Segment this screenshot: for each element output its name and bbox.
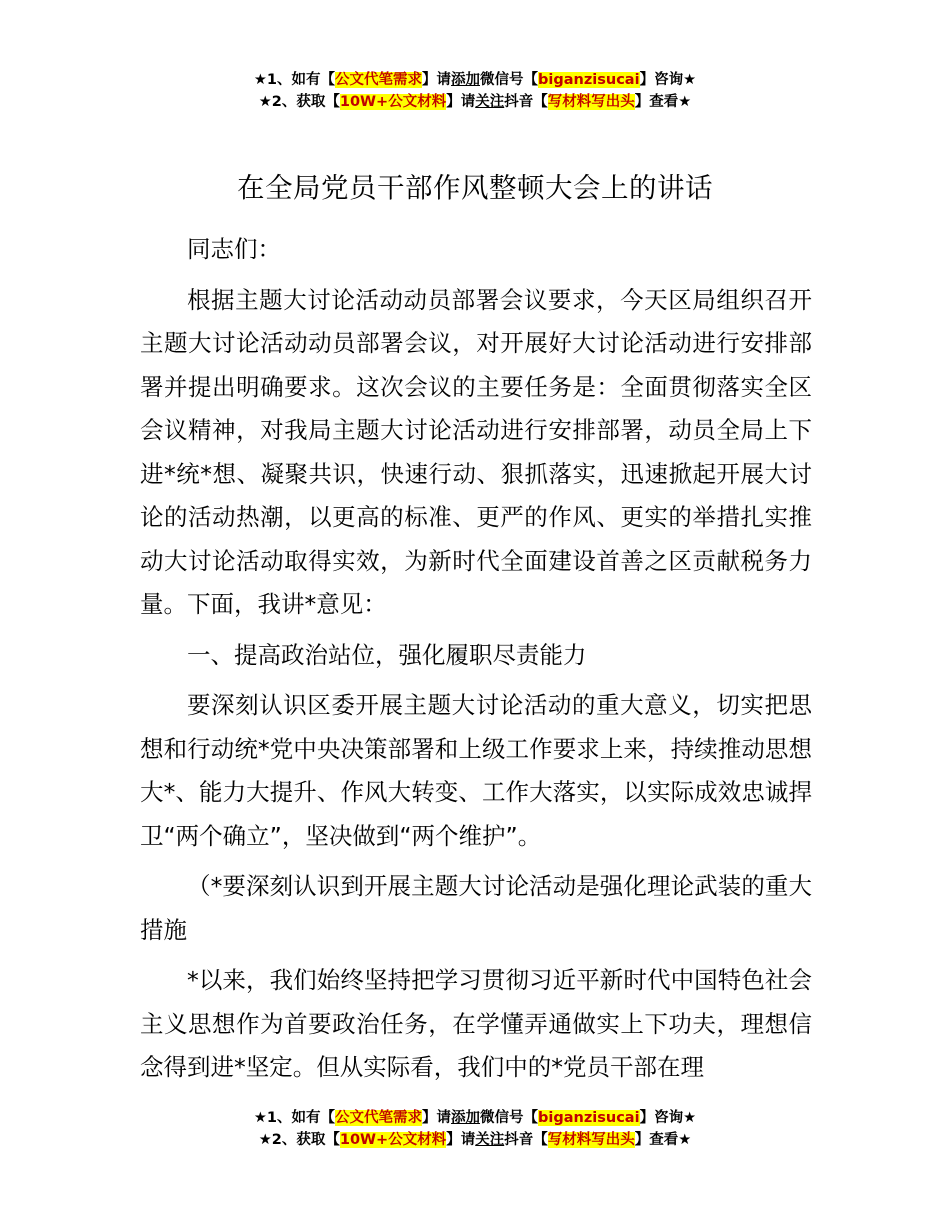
promo-line-2: ★2、获取【10W+公文材料】请关注抖音【写材料写出头】查看★ [258,94,692,110]
promo-highlight: 写材料写出头 [547,94,635,110]
promo-emphasis: 关注 [475,1132,505,1148]
document-title: 在全局党员干部作风整顿大会上的讲话 [237,172,713,204]
promo-highlight: 写材料写出头 [547,1132,635,1148]
promo-line-1: ★1、如有【公文代笔需求】请添加微信号【biganzisucai】咨询★ [253,72,697,88]
promo-highlight: biganzisucai [538,72,640,88]
subsection-heading: （*要深刻认识到开展主题大讨论活动是强化理论武装的重大措施 [140,872,812,944]
paragraph: *以来，我们始终坚持把学习贯彻习近平新时代中国特色社会主义思想作为首要政治任务，在学懂弄通做实上下功夫，理想信念得到进*坚定。但从实际看，我们中的*党员干部在理 [140,966,812,1081]
promo-highlight: biganzisucai [538,1110,640,1126]
promo-highlight: 公文代笔需求 [335,72,423,88]
promo-highlight: 公文代笔需求 [335,1110,423,1126]
promo-highlight: 10W+公文材料 [339,1132,447,1148]
paragraph: 根据主题大讨论活动动员部署会议要求，今天区局组织召开主题大讨论活动动员部署会议，对开展好大讨论活动进行安排部署并提出明确要求。这次会议的主要任务是：全面贯彻落实全区会议精神，对我局主题大讨论活动进行安排部署，动员全局上下进*统*想、凝聚共识，快速行动、狠抓落实，迅速掀起开展大讨论的活动热潮，以更高的标准、更严的作风、更实的举措扎实推动大讨论活动取得实效，为新时代全面建设首善之区贡献税务力量。下面，我讲*意见： [140,285,812,618]
promo-line-1: ★1、如有【公文代笔需求】请添加微信号【biganzisucai】咨询★ [253,1110,697,1126]
header-promo-banner [0,69,950,113]
footer-promo-banner [0,1107,950,1151]
document-body [140,228,812,1090]
section-heading: 一、提高政治站位，强化履职尽责能力 [187,640,587,669]
promo-highlight: 10W+公文材料 [339,94,447,110]
promo-emphasis: 添加 [451,72,481,88]
promo-emphasis: 关注 [475,94,505,110]
promo-line-2: ★2、获取【10W+公文材料】请关注抖音【写材料写出头】查看★ [258,1132,692,1148]
paragraph: 要深刻认识区委开展主题大讨论活动的重大意义，切实把思想和行动统*党中央决策部署和上级工作要求上来，持续推动思想大*、能力大提升、作风大转变、工作大落实，以实际成效忠诚捍卫“两个确立”，坚决做到“两个维护”。 [140,691,812,850]
promo-emphasis: 添加 [451,1110,481,1126]
paragraph-salutation: 同志们： [187,235,281,263]
